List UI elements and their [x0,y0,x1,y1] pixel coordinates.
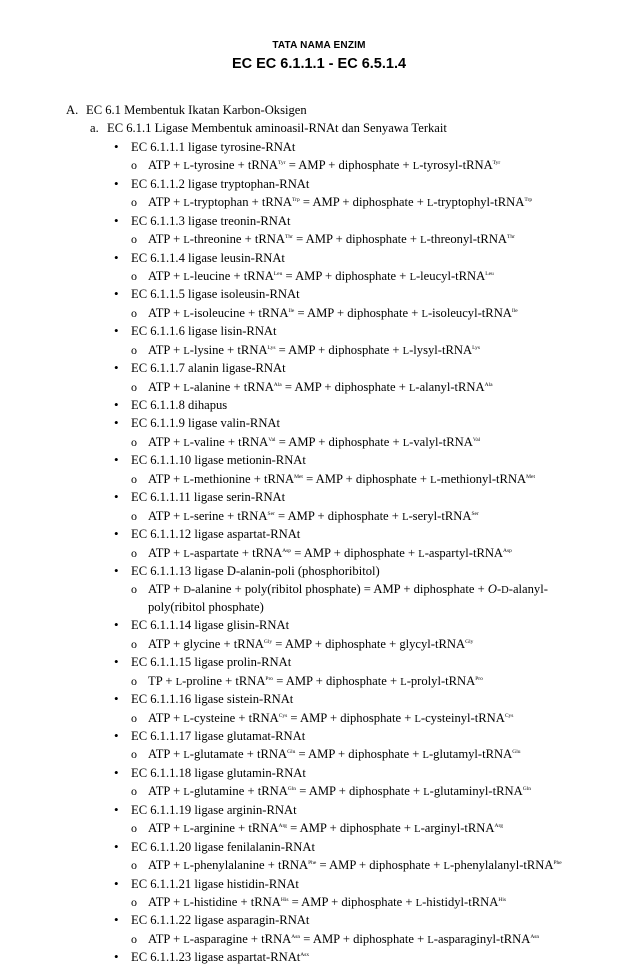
stereo-prefix: L [420,235,427,247]
stereo-prefix: L [183,824,190,836]
stereo-prefix: L [183,934,190,946]
reaction-line [66,341,626,359]
circle-marker: o [131,195,137,210]
trna-superscript: Ala [484,381,493,388]
bullet-marker: • [114,949,119,965]
enzyme-entry [66,359,626,377]
reaction-text: ATP + glycine + tRNA$^{Gly}$ = AMP + diphosphate + glycyl-tRNA$^{Gly}$ [148,636,474,651]
bullet-marker: • [114,526,119,542]
reaction-text: ATP + L-alanine + tRNA$^{Ala}$ = AMP + diphosphate + L-alanyl-tRNA$^{Ala}$ [148,379,493,394]
reaction-text: TP + L-proline + tRNA$^{Pro}$ = AMP + diphosphate + L-prolyl-tRNA$^{Pro}$ [148,673,483,688]
reaction-text: ATP + L-glutamate + tRNA$^{Glu}$ = AMP + diphosphate + L-glutamyl-tRNA$^{Glu}$ [148,747,521,762]
stereo-prefix: L [183,474,190,486]
enzyme-entry [66,212,626,230]
bullet-marker: • [114,691,119,707]
reaction-text: ATP + L-threonine + tRNA$^{Thr}$ = AMP + diphosphate + L-threonyl-tRNA$^{Thr}$ [148,232,515,247]
reaction-line [66,635,626,653]
stereo-prefix: L [183,548,190,560]
enzyme-entry [66,616,626,634]
stereo-prefix: L [400,676,407,688]
reaction-text: ATP + L-tryptophan + tRNA$^{Trp}$ = AMP + diphosphate + L-tryptophyl-tRNA$^{Trp}$ [148,195,533,210]
circle-marker: o [131,747,137,762]
circle-marker: o [131,268,137,283]
circle-marker: o [131,931,137,946]
enzyme-entry [66,175,626,193]
trna-superscript: Arg [278,823,287,830]
stereo-prefix: L [430,474,437,486]
enzyme-entry [66,875,626,893]
enzyme-name: EC 6.1.1.6 ligase lisin-RNAt [131,324,277,339]
reaction-text: ATP + L-valine + tRNA$^{Val}$ = AMP + diphosphate + L-valyl-tRNA$^{Val}$ [148,434,481,449]
reaction-text: ATP + L-isoleucine + tRNA$^{Ile}$ = AMP + diphosphate + L-isoleucyl-tRNA$^{Ile}$ [148,305,518,320]
enzyme-entry [66,727,626,745]
bullet-marker: • [114,912,119,928]
trna-superscript: Ser [267,510,275,517]
trna-superscript: Gly [263,638,273,645]
stereo-prefix: L [183,161,190,173]
reaction-line [66,378,626,396]
trna-superscript: Leu [485,270,494,277]
reaction-line [66,507,626,525]
trna-superscript: Cys [504,712,514,719]
bullet-marker: • [114,397,119,412]
reaction-line [66,470,626,488]
enzyme-name: EC 6.1.1.13 ligase D-alanin-poli (phosphoribitol) [131,563,380,578]
circle-marker: o [131,582,137,597]
bullet-marker: • [114,452,119,468]
enzyme-name: EC 6.1.1.18 ligase glutamin-RNAt [131,765,306,780]
circle-marker: o [131,821,137,836]
stereo-prefix: L [183,198,190,210]
stereo-prefix: L [415,897,423,909]
section-heading [66,101,626,119]
trna-superscript: Asn [530,933,540,940]
stereo-prefix: L [422,750,429,762]
trna-superscript: Ser [471,510,479,517]
reaction-line [66,709,626,727]
enzyme-entry [66,562,626,580]
bullet-marker: • [114,562,119,578]
stereo-prefix: L [183,713,190,725]
bullet-marker: • [114,175,119,191]
reaction-text: ATP + L-asparagine + tRNA$^{Asn}$ = AMP + diphosphate + L-asparaginyl-tRNA$^{Asn}$ [148,931,540,946]
enzyme-entry [66,396,626,414]
circle-marker: o [131,710,137,725]
enzyme-name: EC 6.1.1.15 ligase prolin-RNAt [131,655,292,670]
enzyme-entry [66,801,626,819]
trna-superscript: Trp [524,197,533,204]
stereo-prefix: L [183,271,190,283]
reaction-line [66,580,626,616]
stereo-prefix: L [418,548,425,560]
section-marker: A. [66,103,79,117]
trna-superscript: Arg [494,823,503,830]
trna-superscript: Asp [503,547,512,554]
enzyme-name: EC 6.1.1.19 ligase arginin-RNAt [131,802,297,817]
reaction-text: ATP + L-serine + tRNA$^{Ser}$ = AMP + diphosphate + L-seryl-tRNA$^{Ser}$ [148,508,479,523]
stereo-prefix: D [183,585,191,597]
trna-superscript: Val [268,436,276,443]
stereo-prefix: L [409,271,416,283]
trna-superscript: Cys [278,712,288,719]
bullet-marker: • [114,875,119,891]
bullet-marker: • [114,489,119,505]
stereo-prefix: L [412,161,420,173]
trna-superscript: Lys [472,344,481,351]
enzyme-entry [66,911,626,929]
enzyme-name: EC 6.1.1.11 ligase serin-RNAt [131,490,286,505]
trna-superscript: Thr [507,234,515,241]
enzyme-name: EC 6.1.1.8 dihapus [131,398,228,412]
bullet-marker: • [114,801,119,817]
enzyme-name: EC 6.1.1.23 ligase aspartat-RNAt [131,950,301,965]
bullet-marker: • [114,360,119,376]
circle-marker: o [131,545,137,560]
circle-marker: o [131,636,137,651]
stereo-prefix: L [402,437,410,449]
trna-superscript: Ala [273,381,282,388]
bullet-marker: • [114,728,119,743]
stereo-prefix: L [183,787,190,799]
circle-marker: o [131,784,137,799]
bullet-marker: • [114,617,119,633]
reaction-line [66,893,626,911]
document-body [66,101,626,967]
trna-superscript: Met [294,473,303,480]
reaction-line [66,433,626,451]
enzyme-name: EC 6.1.1.21 ligase histidin-RNAt [131,876,299,891]
enzyme-name: EC 6.1.1.9 ligase valin-RNAt [131,416,281,431]
enzyme-entry [66,838,626,856]
enzyme-name: EC 6.1.1.16 ligase sistein-RNAt [131,692,294,707]
enzyme-entry-list [66,138,626,967]
subsection-heading [66,119,626,137]
reaction-text: ATP + L-leucine + tRNA$^{Leu}$ = AMP + diphosphate + L-leucyl-tRNA$^{Leu}$ [148,268,494,283]
stereo-prefix: L [183,750,190,762]
circle-marker: o [131,858,137,873]
stereo-prefix: L [423,787,430,799]
reaction-line [66,544,626,562]
enzyme-name: EC 6.1.1.17 ligase glutamat-RNAt [131,729,306,743]
trna-superscript: Lys [267,344,276,351]
reaction-text: ATP + L-lysine + tRNA$^{Lys}$ = AMP + diphosphate + L-lysyl-tRNA$^{Lys}$ [148,342,481,357]
circle-marker: o [131,894,137,909]
bullet-marker: • [114,138,119,154]
subsection-title: EC 6.1.1 Ligase Membentuk aminoasil-RNAt dan Senyawa Terkait [107,121,447,136]
enzyme-entry [66,488,626,506]
trna-superscript: Pro [265,675,274,682]
stereo-prefix: L [414,824,421,836]
stereo-prefix: L [426,198,434,210]
trna-superscript: Asp [282,547,292,554]
stereo-prefix: L [175,676,183,688]
trna-superscript: Gln [287,786,297,793]
oxygen-prefix: O [487,582,497,597]
circle-marker: o [131,508,137,523]
enzyme-entry [66,525,626,543]
trna-superscript: Gly [465,638,474,645]
circle-marker: o [131,305,137,320]
stereo-prefix: L [402,511,409,523]
enzyme-name: EC 6.1.1.2 ligase tryptophan-RNAt [131,176,310,191]
stereo-prefix: L [183,861,190,873]
circle-marker: o [131,379,137,394]
trna-superscript: Tyr [278,160,286,167]
circle-marker: o [131,673,137,688]
bullet-marker: • [114,764,119,780]
reaction-line [66,230,626,248]
enzyme-name: EC 6.1.1.3 ligase treonin-RNAt [131,213,291,228]
stereo-prefix: L [183,382,190,394]
enzyme-entry [66,653,626,671]
reaction-line [66,782,626,800]
bullet-marker: • [114,838,119,854]
enzyme-entry [66,451,626,469]
trna-superscript: Pro [475,675,483,682]
section-title: EC 6.1 Membentuk Ikatan Karbon-Oksigen [86,103,307,117]
circle-marker: o [131,232,137,247]
stereo-prefix: L [183,235,190,247]
stereo-prefix: L [402,345,410,357]
bullet-marker: • [114,286,119,302]
reaction-text: ATP + L-glutamine + tRNA$^{Gln}$ = AMP + diphosphate + L-glutaminyl-tRNA$^{Gln}$ [148,784,531,799]
enzyme-entry [66,322,626,340]
enzyme-name: EC 6.1.1.20 ligase fenilalanin-RNAt [131,839,315,854]
trna-superscript: Val [472,436,481,443]
stereo-prefix: L [414,713,421,725]
reaction-text: ATP + L-methionine + tRNA$^{Met}$ = AMP + diphosphate + L-methionyl-tRNA$^{Met}$ [148,471,536,486]
stereo-prefix: L [183,345,190,357]
enzyme-entry [66,138,626,156]
enzyme-name: EC 6.1.1.1 ligase tyrosine-RNAt [131,139,296,154]
stereo-prefix: L [183,437,190,449]
reaction-line [66,930,626,948]
document-title: TATA NAMA ENZIM [272,40,366,51]
enzyme-entry [66,948,626,966]
circle-marker: o [131,342,137,357]
stereo-prefix: L [443,861,450,873]
stereo-prefix: L [408,382,416,394]
reaction-line [66,193,626,211]
circle-marker: o [131,434,137,449]
bullet-marker: • [114,415,119,431]
stereo-prefix: L [183,897,190,909]
trna-superscript: Leu [273,270,283,277]
trna-superscript: His [280,896,289,903]
enzyme-name: EC 6.1.1.14 ligase glisin-RNAt [131,618,290,633]
reaction-text: ATP + L-tyrosine + tRNA$^{Tyr}$ = AMP + diphosphate + L-tyrosyl-tRNA$^{Tyr}$ [148,158,501,173]
reaction-text: ATP + L-histidine + tRNA$^{His}$ = AMP + diphosphate + L-histidyl-tRNA$^{His}$ [148,894,506,909]
enzyme-entry [66,764,626,782]
reaction-text: ATP + D-alanine + poly(ribitol phosphate) = AMP + diphosphate + O-D-alanyl- poly(ribitol phosphate) [148,582,548,615]
trna-superscript: Gln [522,786,531,793]
enzyme-name: EC 6.1.1.4 ligase leusin-RNAt [131,250,285,265]
enzyme-entry [66,414,626,432]
enzyme-name: EC 6.1.1.10 ligase metionin-RNAt [131,453,306,468]
reaction-line [66,672,626,690]
trna-superscript: Trp [292,197,300,204]
subsection-marker: a. [90,121,99,136]
trna-superscript: Asn [291,933,301,940]
trna-superscript: Met [526,473,536,480]
trna-superscript: Glu [287,749,296,756]
circle-marker: o [131,471,137,486]
reaction-text: ATP + L-arginine + tRNA$^{Arg}$ = AMP + diphosphate + L-arginyl-tRNA$^{Arg}$ [148,821,503,836]
stereo-prefix: L [427,934,434,946]
trna-superscript: Ile [288,307,295,314]
stereo-prefix: L [183,308,190,320]
stereo-prefix: D [501,585,509,597]
trna-superscript: Tyr [492,160,501,167]
trna-superscript: Ile [511,307,518,314]
reaction-text: ATP + L-phenylalanine + tRNA$^{Phe}$ = AMP + diphosphate + L-phenylalanyl-tRNA$^{Phe}$ [148,858,562,873]
reaction-line [66,819,626,837]
bullet-marker: • [114,323,119,339]
document-subtitle: EC EC 6.1.1.1 - EC 6.5.1.4 [231,56,407,72]
trna-superscript: Phe [553,860,562,867]
bullet-marker: • [114,249,119,265]
enzyme-name: EC 6.1.1.7 alanin ligase-RNAt [131,361,286,376]
stereo-prefix: L [183,511,190,523]
enzyme-entry [66,285,626,303]
bullet-marker: • [114,654,119,670]
enzyme-name: EC 6.1.1.5 ligase isoleusin-RNAt [131,287,300,302]
reaction-line [66,267,626,285]
circle-marker: o [131,158,137,173]
reaction-line [66,156,626,174]
reaction-text: ATP + L-cysteine + tRNA$^{Cys}$ = AMP + diphosphate + L-cysteinyl-tRNA$^{Cys}$ [148,710,514,725]
enzyme-entry [66,249,626,267]
reaction-text: ATP + L-aspartate + tRNA$^{Asp}$ = AMP + diphosphate + L-aspartyl-tRNA$^{Asp}$ [148,545,512,560]
trna-superscript: Thr [285,234,293,241]
reaction-line [66,856,626,874]
stereo-prefix: L [421,308,428,320]
enzyme-name-superscript: Asx [300,952,310,959]
trna-superscript: His [498,896,506,903]
enzyme-name: EC 6.1.1.22 ligase asparagin-RNAt [131,913,310,928]
reaction-line [66,745,626,763]
reaction-line [66,304,626,322]
trna-superscript: Phe [308,860,317,867]
trna-superscript: Glu [512,749,521,756]
enzyme-entry [66,690,626,708]
enzyme-name: EC 6.1.1.12 ligase aspartat-RNAt [131,527,301,542]
bullet-marker: • [114,212,119,228]
